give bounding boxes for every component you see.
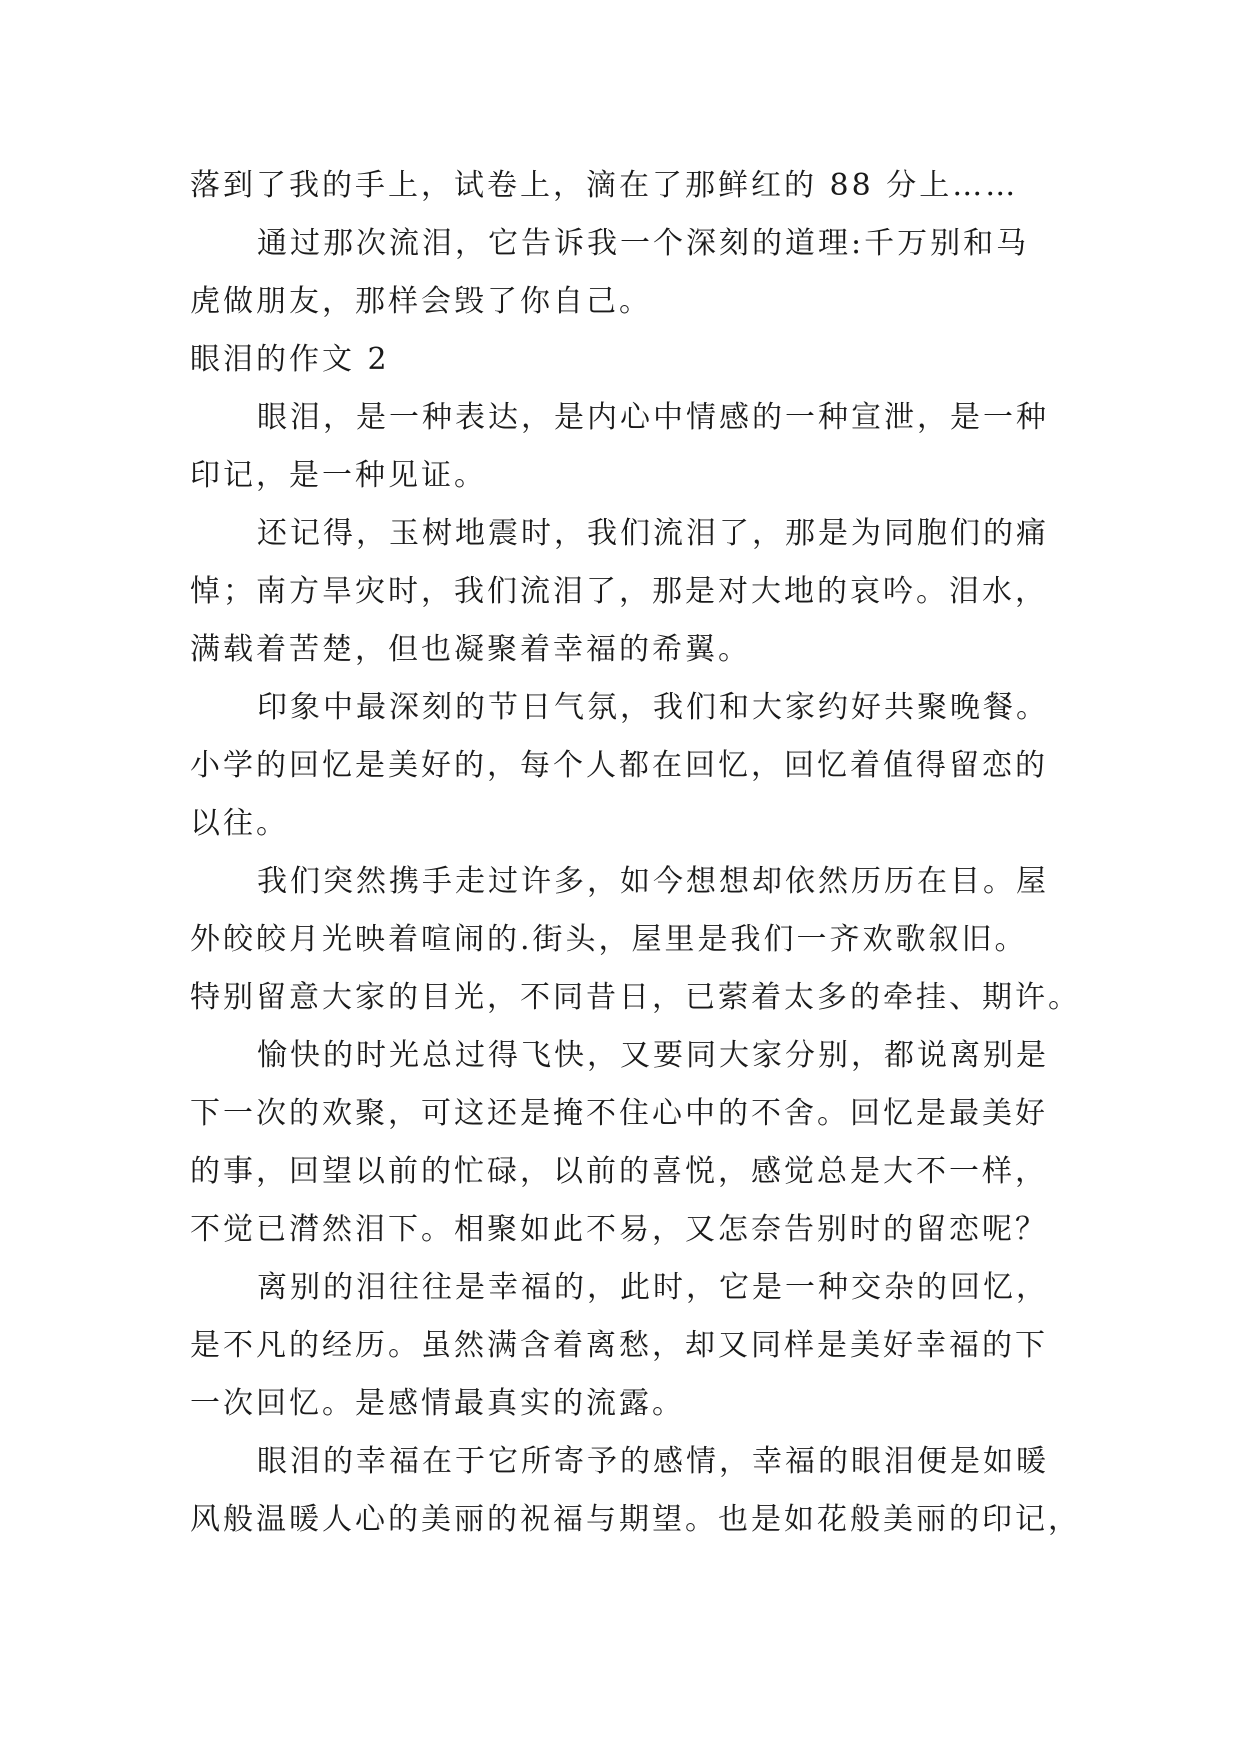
text-line: 愉快的时光总过得飞快，又要同大家分别，都说离别是	[257, 1038, 1049, 1073]
text-line: 满载着苦楚，但也凝聚着幸福的希翼。	[190, 632, 751, 667]
text-line: 不觉已潸然泪下。相聚如此不易，又怎奈告别时的留恋呢？	[190, 1212, 1048, 1247]
text-line: 通过那次流泪，它告诉我一个深刻的道理:千万别和马	[257, 226, 1030, 261]
text-line: 一次回忆。是感情最真实的流露。	[190, 1386, 685, 1421]
text-line: 的事，回望以前的忙碌，以前的喜悦，感觉总是大不一样，	[190, 1154, 1048, 1189]
text-line: 是不凡的经历。虽然满含着离愁，却又同样是美好幸福的下	[190, 1328, 1048, 1363]
section-heading: 眼泪的作文 2	[190, 342, 390, 377]
text-line: 悼；南方旱灾时，我们流泪了，那是对大地的哀吟。泪水，	[190, 574, 1048, 609]
text-line: 离别的泪往往是幸福的，此时，它是一种交杂的回忆，	[257, 1270, 1049, 1305]
text-line: 以往。	[190, 806, 289, 841]
text-line: 印记，是一种见证。	[190, 458, 487, 493]
text-line: 还记得，玉树地震时，我们流泪了，那是为同胞们的痛	[257, 516, 1049, 551]
text-line: 下一次的欢聚，可这还是掩不住心中的不舍。回忆是最美好	[190, 1096, 1048, 1131]
text-line: 眼泪，是一种表达，是内心中情感的一种宣泄，是一种	[257, 400, 1049, 435]
text-line: 我们突然携手走过许多，如今想想却依然历历在目。屋	[257, 864, 1049, 899]
text-line: 风般温暖人心的美丽的祝福与期望。也是如花般美丽的印记，	[190, 1502, 1081, 1537]
text-line: 虎做朋友，那样会毁了你自己。	[190, 284, 652, 319]
text-line: 印象中最深刻的节日气氛，我们和大家约好共聚晚餐。	[257, 690, 1049, 725]
text-line: 眼泪的幸福在于它所寄予的感情，幸福的眼泪便是如暖	[257, 1444, 1049, 1479]
text-line: 落到了我的手上，试卷上，滴在了那鲜红的 88 分上……	[190, 168, 1019, 203]
text-line: 小学的回忆是美好的，每个人都在回忆，回忆着值得留恋的	[190, 748, 1048, 783]
text-line: 特别留意大家的目光，不同昔日，已萦着太多的牵挂、期许。	[190, 980, 1081, 1015]
text-line: 外皎皎月光映着喧闹的.街头，屋里是我们一齐欢歌叙旧。	[190, 922, 1028, 957]
